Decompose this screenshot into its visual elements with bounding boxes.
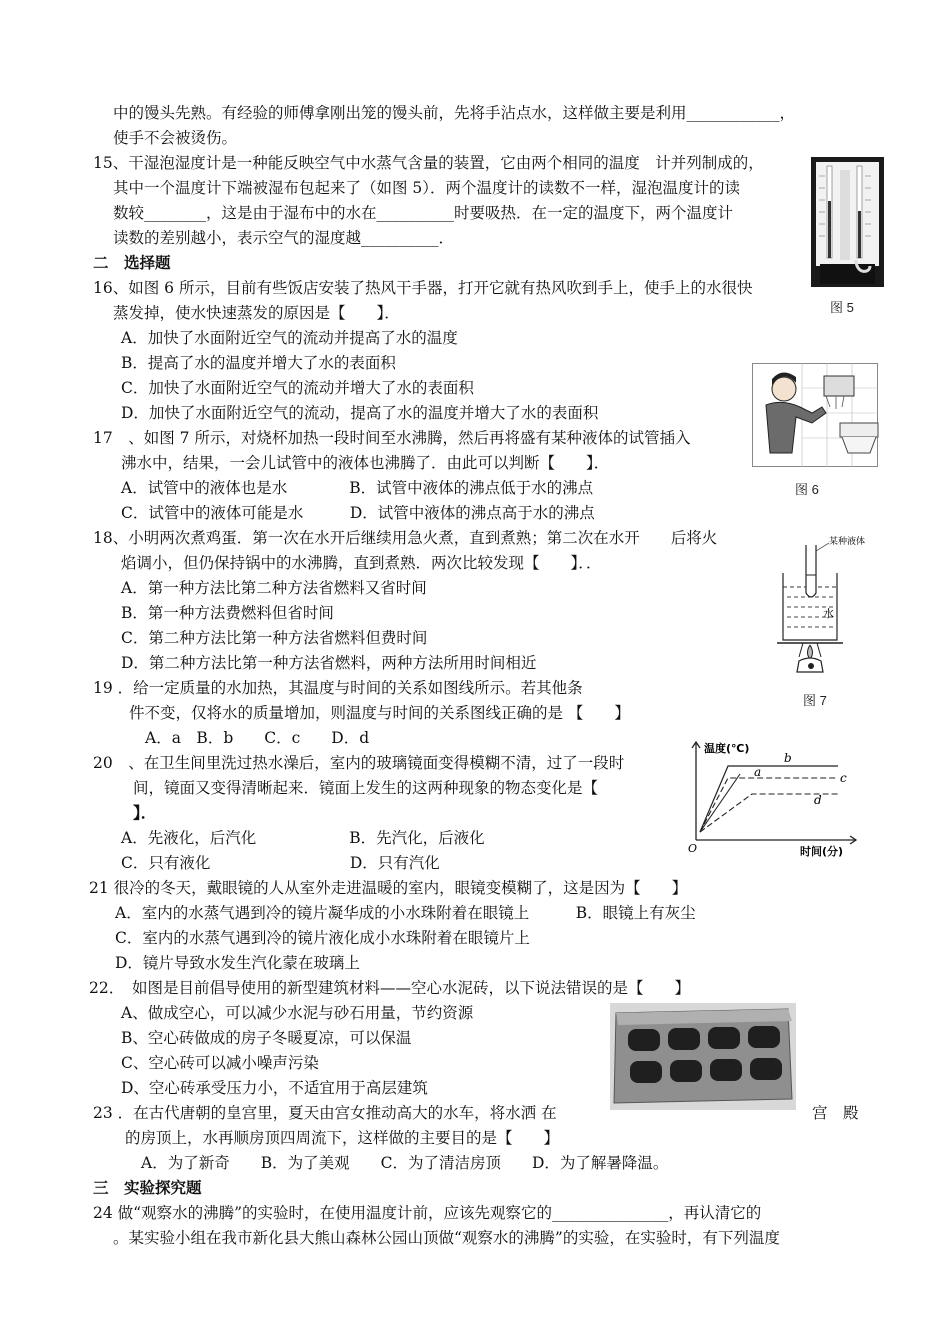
question-15: 15、干湿泡湿度计是一种能反映空气中水蒸气含量的装置，它由两个相同的温度 计并列制成的， — [93, 154, 764, 172]
option: C．加快了水面附近空气的流动并增大了水的表面积 — [121, 379, 474, 397]
option: C、空心砖可以减小噪声污染 — [121, 1054, 319, 1072]
temperature-time-graph — [688, 740, 862, 858]
option: D．镜片导致水发生汽化蒙在玻璃上 — [115, 954, 360, 972]
figure-caption: 图 5 — [830, 300, 854, 315]
water-label: 水 — [823, 607, 834, 620]
text-line: 其中一个温度计下端被湿布包起来了（如图 5）．两个温度计的读数不一样，湿泡温度计的读 — [113, 179, 741, 197]
graph-label-d: d — [814, 793, 822, 807]
hand-dryer-figure — [752, 363, 878, 467]
question-22: 22． 如图是目前倡导使用的新型建筑材料——空心水泥砖，以下说法错误的是【 】 — [89, 979, 690, 997]
question-20: 20 、在卫生间里洗过热水澡后，室内的玻璃镜面变得模糊不清，过了一段时 — [93, 754, 625, 772]
question-21: 21 很冷的冬天，戴眼镜的人从室外走进温暖的室内，眼镜变模糊了，这是因为【 】 — [89, 879, 688, 897]
graph-line-a — [700, 774, 740, 832]
graph-x-label: 时间(分) — [800, 845, 844, 858]
option: A．先液化，后汽化 B．先汽化，后液化 — [121, 829, 485, 847]
question-17: 17 、如图 7 所示，对烧杯加热一段时间至水沸腾，然后再将盛有某种液体的试管插入 — [93, 429, 691, 447]
question-16: 16、如图 6 所示，目前有些饭店安装了热风干手器，打开它就有热风吹到手上，使手上的水很快 — [93, 279, 753, 297]
text-line: 数较________，这是由于湿布中的水在__________时要吸热．在一定的温度下，两个温度计 — [113, 204, 734, 222]
graph-label-a: a — [754, 765, 762, 779]
text-line: 。某实验小组在我市新化县大熊山森林公园山顶做“观察水的沸腾”的实验，在实验时，有下列温度 — [113, 1229, 780, 1247]
text-line: 】． — [133, 803, 157, 822]
option: D．第二种方法比第一种方法省燃料，两种方法所用时间相近 — [121, 654, 537, 672]
text-line: 沸水中，结果，一会儿试管中的液体也沸腾了．由此可以判断【 】． — [121, 454, 610, 472]
option: D．加快了水面附近空气的流动，提高了水的温度并增大了水的表面积 — [121, 404, 599, 422]
question-23: 23 ．在古代唐朝的皇宫里，夏天由宫女推动高大的水车，将水洒 在 — [93, 1104, 557, 1122]
option: B．提高了水的温度并增大了水的表面积 — [121, 354, 396, 372]
text-line: 间，镜面又变得清晰起来．镜面上发生的这两种现象的物态变化是【 — [133, 779, 599, 797]
option: B．第一种方法费燃料但省时间 — [121, 604, 334, 622]
option: C．只有液化 D．只有汽化 — [121, 854, 440, 872]
option: A．第一种方法比第二种方法省燃料又省时间 — [121, 579, 427, 597]
graph-label-b: b — [784, 751, 792, 765]
graph-label-c: c — [840, 771, 847, 785]
option: A．室内的水蒸气遇到冷的镜片凝华成的小水珠附着在眼镜上 B．眼镜上有灰尘 — [115, 904, 696, 922]
hygrometer-figure — [810, 156, 885, 288]
text-line: 宫 殿 — [812, 1104, 859, 1122]
text-line: 使手不会被烫伤。 — [113, 129, 238, 147]
option: C．试管中的液体可能是水 D．试管中液体的沸点高于水的沸点 — [121, 504, 595, 522]
section-heading-3: 三 实验探究题 — [93, 1178, 202, 1197]
option: D、空心砖承受压力小，不适宜用于高层建筑 — [121, 1079, 428, 1097]
figure-caption: 图 7 — [803, 693, 827, 708]
graph-y-label: 温度(℃) — [704, 742, 750, 755]
option: A．加快了水面附近空气的流动并提高了水的温度 — [121, 329, 458, 347]
text-line: 蒸发掉，使水快速蒸发的原因是【 】． — [113, 304, 400, 322]
option: A．a B．b C．c D．d — [145, 729, 370, 747]
option: A、做成空心，可以减少水泥与砂石用量，节约资源 — [121, 1004, 474, 1022]
liquid-label: 某种液体 — [829, 537, 866, 547]
question-24: 24 做“观察水的沸腾”的实验时，在使用温度计前，应该先观察它的_______________，再认清它的 — [93, 1204, 762, 1222]
text-line: 读数的差别越小，表示空气的湿度越__________． — [113, 229, 455, 247]
text-line: 中的馒头先熟。有经验的师傅拿刚出笼的馒头前，先将手沾点水，这样做主要是利用____________， — [113, 104, 796, 122]
option: A．试管中的液体也是水 B．试管中液体的沸点低于水的沸点 — [121, 479, 594, 497]
option: A．为了新奇 B．为了美观 C．为了清洁房顶 D．为了解暑降温。 — [141, 1154, 669, 1172]
question-18: 18、小明两次煮鸡蛋．第一次在水开后继续用急火煮，直到煮熟；第二次在水开 后将火 — [93, 529, 718, 547]
text-line: 的房顶上，水再顺房顶四周流下，这样做的主要目的是【 】 — [125, 1129, 560, 1147]
section-heading-2: 二 选择题 — [93, 253, 171, 272]
hollow-brick-figure — [610, 1003, 796, 1110]
boiling-beaker-figure — [775, 535, 866, 675]
question-19: 19 ．给一定质量的水加热，其温度与时间的关系如图线所示。若其他条 — [93, 679, 583, 697]
figure-caption: 图 6 — [795, 482, 819, 497]
text-line: 件不变，仅将水的质量增加，则温度与时间的关系图线正确的是 【 】 — [129, 704, 630, 722]
option: C．第二种方法比第一种方法省燃料但费时间 — [121, 629, 428, 647]
text-line: 焰调小，但仍保持锅中的水沸腾，直到煮熟．两次比较发现【 】．． — [121, 554, 602, 572]
graph-origin: O — [688, 842, 698, 855]
option: C．室内的水蒸气遇到冷的镜片液化成小水珠附着在眼镜片上 — [115, 929, 530, 947]
option: B、空心砖做成的房子冬暖夏凉，可以保温 — [121, 1029, 412, 1047]
